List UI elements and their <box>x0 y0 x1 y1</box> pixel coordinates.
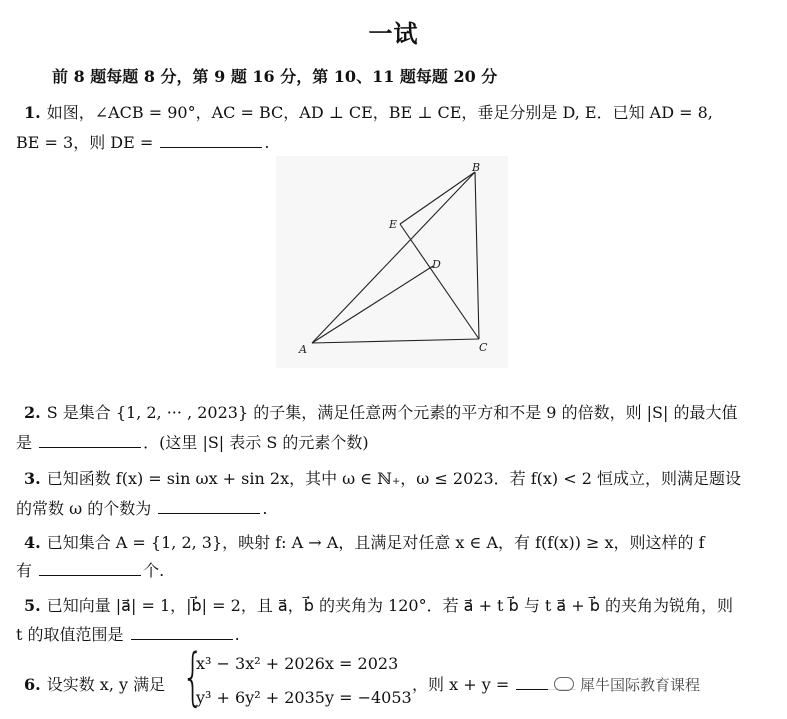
answer-blank[interactable] <box>39 433 141 448</box>
problem-3-line-2 <box>16 496 267 519</box>
problem-text: . <box>264 133 270 152</box>
answer-blank[interactable] <box>39 561 141 576</box>
problem-text: 已知函数 f(x) = sin ωx + sin 2x，其中 ω ∈ ℕ₊，ω ≤ 2023．若 f(x) < 2 恒成立，则满足题设 <box>46 469 742 488</box>
problem-text: BE = 3，则 DE = <box>16 133 154 152</box>
problem-1-line-1 <box>24 100 713 123</box>
problem-number: 3. <box>24 469 41 488</box>
wechat-icon <box>554 677 574 691</box>
label-e: E <box>389 218 398 231</box>
label-c: C <box>479 341 488 354</box>
problem-5-line-1 <box>24 593 733 616</box>
problem-2-line-1 <box>24 400 738 423</box>
section-scoring-note: 前 8 题每题 8 分，第 9 题 16 分，第 10、11 题每题 20 分 <box>52 67 498 86</box>
problem-6-intro <box>24 672 165 695</box>
geometry-figure <box>276 156 508 368</box>
problem-3-line-1 <box>24 466 741 489</box>
problem-text: . <box>262 499 268 518</box>
problem-1-line-2 <box>16 130 269 153</box>
segment-ab <box>312 172 475 343</box>
segment-ac <box>312 339 479 343</box>
page-title: 一试 <box>368 19 419 48</box>
answer-blank[interactable] <box>158 499 260 514</box>
problem-text: 是 <box>16 433 33 452</box>
problem-text: 的常数 ω 的个数为 <box>16 499 152 518</box>
label-b: B <box>472 161 481 174</box>
problem-number: 1. <box>24 103 41 122</box>
problem-5-line-2 <box>16 622 240 645</box>
triangle-diagram <box>276 156 508 368</box>
watermark-text: 犀牛国际教育课程 <box>580 676 701 694</box>
problem-text: t 的取值范围是 <box>16 625 124 644</box>
label-a: A <box>299 343 307 356</box>
problem-text: 个. <box>143 561 165 580</box>
problem-number: 5. <box>24 596 41 615</box>
equation-2: y³ + 6y² + 2035y = −4053 <box>196 688 412 707</box>
problem-number: 6. <box>24 675 41 694</box>
problem-text: 有 <box>16 561 33 580</box>
problem-4-line-2 <box>16 558 164 581</box>
problem-text: ．(这里 |S| 表示 S 的元素个数) <box>143 433 369 452</box>
problem-text: . <box>234 625 240 644</box>
equation-1: x³ − 3x² + 2026x = 2023 <box>196 654 399 673</box>
problem-text: 已知向量 |a⃗| = 1，|b⃗| = 2，且 a⃗，b⃗ 的夹角为 120°．若 a⃗ + t b⃗ 与 t a⃗ + b⃗ 的夹角为锐角，则 <box>46 596 734 615</box>
equation-system <box>182 640 412 716</box>
problem-text: S 是集合 {1, 2, ··· , 2023} 的子集，满足任意两个元素的平方和不是 9 的倍数，则 |S| 的最大值 <box>46 403 738 422</box>
segment-ad <box>312 266 433 343</box>
problem-number: 4. <box>24 533 41 552</box>
problem-text: ，则 x + y = <box>412 675 510 694</box>
left-brace: { <box>182 640 204 713</box>
problem-2-line-2 <box>16 430 369 453</box>
watermark <box>548 672 706 697</box>
answer-blank[interactable] <box>160 133 262 148</box>
segment-be <box>400 172 475 224</box>
problem-text: 如图，∠ACB = 90°，AC = BC，AD ⊥ CE，BE ⊥ CE，垂足分别是 D, E．已知 AD = 8, <box>46 103 713 122</box>
problem-4-line-1 <box>24 530 705 553</box>
problem-text: 设实数 x, y 满足 <box>46 675 166 694</box>
problem-text: 已知集合 A = {1, 2, 3}，映射 f: A → A，且满足对任意 x ∈ A，有 f(f(x)) ≥ x，则这样的 f <box>46 533 705 552</box>
segment-ce <box>400 224 479 339</box>
problem-number: 2. <box>24 403 41 422</box>
label-d: D <box>432 258 441 271</box>
segment-bc <box>475 172 479 339</box>
answer-blank[interactable] <box>131 625 233 640</box>
